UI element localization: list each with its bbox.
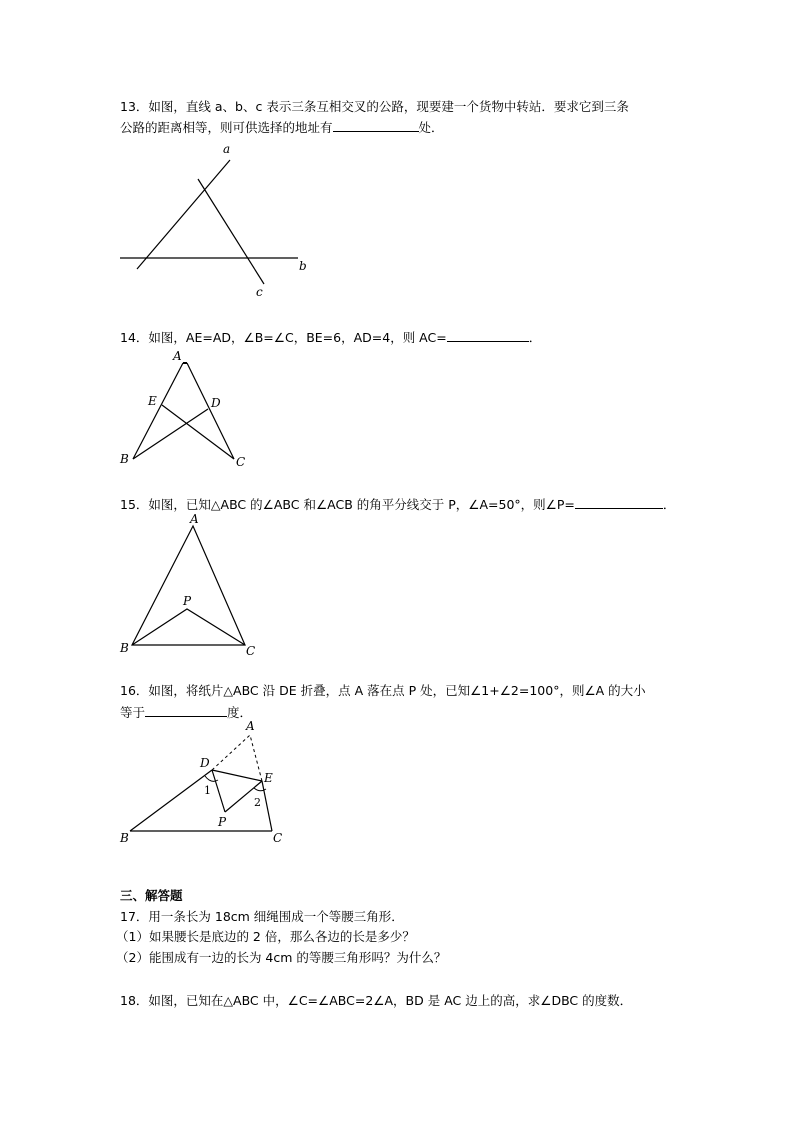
q16-label-D: D bbox=[200, 756, 210, 770]
q16-label-1: 1 bbox=[204, 784, 211, 797]
q16-seg-EA-dashed bbox=[250, 735, 262, 781]
q14-figure bbox=[0, 345, 794, 475]
q15-label-A: A bbox=[190, 512, 199, 526]
q13-line-c bbox=[198, 179, 264, 284]
q16-line1 bbox=[120, 683, 646, 699]
q14-text-1: 14．如图，AE=AD，∠B=∠C，BE=6，AD=4，则 AC= bbox=[120, 330, 447, 345]
section-3-title: 三、解答题 bbox=[120, 888, 183, 903]
q14-text-2: ． bbox=[528, 330, 542, 345]
q16-text-1: 16．如图，将纸片△ABC 沿 DE 折叠，点 A 落在点 P 处，已知∠1+∠2=100°，则∠A 的大小 bbox=[120, 683, 646, 698]
q18-line: 18．如图，已知在△ABC 中，∠C=∠ABC=2∠A，BD 是 AC 边上的高，求∠DBC 的度数． bbox=[120, 993, 633, 1008]
q16-seg-EC bbox=[262, 781, 272, 831]
q16-seg-DA-dashed bbox=[212, 735, 250, 770]
q16-text-3: 度． bbox=[227, 705, 253, 720]
q16-label-P: P bbox=[218, 815, 227, 829]
q14-line bbox=[120, 329, 541, 346]
q14-label-A: A bbox=[173, 349, 182, 363]
q15-text-1: 15．如图，已知△ABC 的∠ABC 和∠ACB 的角平分线交于 P，∠A=50°，则∠P= bbox=[120, 497, 575, 512]
q13-label-b: b bbox=[299, 259, 307, 273]
q16-answer-blank[interactable] bbox=[145, 704, 227, 717]
q13-line2 bbox=[120, 119, 444, 136]
q16-label-C: C bbox=[273, 831, 283, 845]
q16-label-2: 2 bbox=[254, 796, 261, 809]
q13-text-3: 处． bbox=[418, 120, 444, 135]
q14-label-B: B bbox=[120, 452, 129, 466]
q16-seg-BD bbox=[130, 770, 212, 831]
q14-answer-blank[interactable] bbox=[447, 329, 529, 342]
q13-figure bbox=[0, 140, 794, 320]
q17-line: 17．用一条长为 18cm 细绳围成一个等腰三角形． bbox=[120, 909, 404, 924]
q16-seg-DP bbox=[212, 770, 225, 812]
q13-answer-blank[interactable] bbox=[333, 119, 419, 132]
q13-text-1: 13．如图，直线 a、b、c 表示三条互相交叉的公路，现要建一个货物中转站．要求它到三条 bbox=[120, 99, 629, 114]
q16-text-2: 等于 bbox=[120, 705, 146, 720]
q17-sub2: （2）能围成有一边的长为 4cm 的等腰三角形吗？为什么？ bbox=[116, 950, 447, 965]
q15-label-P: P bbox=[183, 594, 192, 608]
q16-label-B: B bbox=[120, 831, 129, 845]
q16-figure bbox=[0, 718, 794, 848]
q13-label-c: c bbox=[256, 285, 263, 299]
q14-label-D: D bbox=[211, 396, 221, 410]
q16-angle-1-arc bbox=[205, 776, 218, 781]
q13-text-2: 公路的距离相等，则可供选择的地址有 bbox=[120, 120, 333, 135]
q14-label-C: C bbox=[236, 455, 246, 469]
q15-label-C: C bbox=[246, 644, 256, 658]
q13-label-a: a bbox=[223, 142, 231, 156]
q14-seg-AC bbox=[187, 363, 234, 459]
q15-answer-blank[interactable] bbox=[575, 496, 663, 509]
q13-line-a bbox=[137, 160, 230, 269]
q14-seg-DB bbox=[133, 409, 208, 459]
q13-line1 bbox=[120, 99, 629, 115]
q17-sub1: （1）如果腰长是底边的 2 倍，那么各边的长是多少？ bbox=[116, 929, 415, 944]
q14-seg-AB bbox=[133, 363, 183, 459]
q16-seg-DE bbox=[212, 770, 262, 781]
q14-label-E: E bbox=[148, 394, 157, 408]
q16-label-E: E bbox=[264, 771, 273, 785]
q15-text-2: ． bbox=[662, 497, 676, 512]
q15-figure bbox=[0, 510, 794, 660]
q15-bisectors-BPC bbox=[132, 609, 245, 645]
q15-label-B: B bbox=[120, 641, 129, 655]
q16-label-A: A bbox=[246, 719, 255, 733]
q15-triangle-ABC bbox=[132, 526, 245, 645]
